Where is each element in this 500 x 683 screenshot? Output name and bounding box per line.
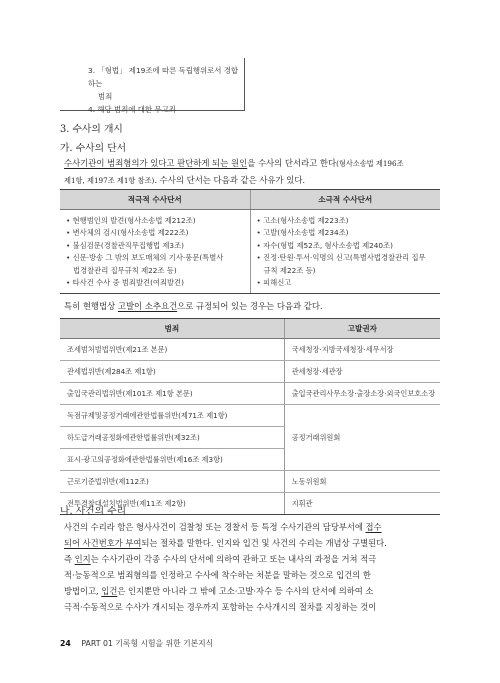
page-number: 24 (60, 639, 71, 648)
table-cell: 관세청장·세관장 (284, 361, 440, 383)
table-cell-merged: 공정거래위원회 (284, 405, 440, 471)
underlined-term: 수사기관이 범죄혐의가 있다고 판단하게 되는 원인 (64, 158, 248, 168)
list-item: • 고발(형사소송법 제234조) (256, 228, 349, 238)
list-item: 규칙 제22조 등) (263, 265, 316, 275)
table-cell: 조세범처벌법위반(제21조 본문) (60, 339, 284, 361)
accusation-table (60, 318, 440, 515)
section-heading: 3. 수사의 개시 (60, 124, 123, 135)
subsection-heading: 나. 사건의 수리 (60, 506, 127, 517)
list-item: • 변사체의 검시(형사소송법 제222조) (66, 228, 189, 238)
part-label: PART 01 (81, 639, 113, 648)
list-item: • 진정·탄원·투서·익명의 신고(특별사법경찰관리 집무 (256, 253, 426, 263)
paragraph-investigation-clue: 수사기관이 범죄혐의가 있다고 판단하게 되는 원인을 수사의 단서라고 한다(형사소송법 제196조 제1항, 제197조 제1항 참조). 수사의 단서는 다음과 같은 사유가 있다. (64, 158, 404, 185)
table-cell: 전투경찰대설치법위반(제11조 제2항) (60, 493, 284, 515)
table-cell: 국세청장·지방국세청장·세무서장 (284, 339, 440, 361)
table-cell: 하도급거래공정화에관한법률위반(제32조) (60, 427, 284, 449)
table-cell: 노동위원회 (284, 471, 440, 493)
clue-types-table (60, 189, 440, 294)
table-cell: 관세법위반(제284조 제1항) (60, 361, 284, 383)
table-row (60, 339, 440, 361)
book-title: 기록형 시험을 위한 기본지식 (115, 639, 214, 648)
list-item-continuation: 범죄 (98, 92, 113, 101)
list-item: • 자수(형법 제52조, 형사소송법 제240조) (256, 240, 393, 250)
table-row (60, 405, 440, 427)
table-cell: 출입국관리사무소장·출장소장·외국인보호소장 (284, 383, 440, 405)
table-cell: 근로기준법위반(제112조) (60, 471, 284, 493)
table-header: 소극적 수사단서 (250, 190, 440, 210)
continued-table-fragment (60, 58, 245, 114)
passive-clues-cell (250, 210, 440, 294)
subsection-heading: 가. 수사의 단서 (60, 143, 127, 154)
table-row (60, 383, 440, 405)
table-cell: 출입국관리법위반(제101조 제1항 본문) (60, 383, 284, 405)
list-item: • 피해신고 (256, 278, 292, 288)
underlined-term: 입건 (101, 586, 118, 596)
list-item: • 신문·방송 그 밖의 보도매체의 기사·풍문(특별사 (66, 253, 224, 263)
list-item: • 타사건 수사 중 범죄발견(여죄발견) (66, 278, 184, 288)
table-cell: 표시·광고의공정화에관한법률위반(제16조 제3항) (60, 449, 284, 471)
list-item: • 불심검문(경찰관직무집행법 제3조) (66, 240, 184, 250)
list-item: • 현행범인의 발견(형사소송법 제212조) (66, 216, 196, 225)
active-clues-cell (60, 210, 250, 294)
list-item: • 고소(형사소송법 제223조) (256, 216, 349, 225)
table-cell: 독점규제및공정거래에관한법률위반(제71조 제1항) (60, 405, 284, 427)
list-item: 3. 「형법」 제19조에 따른 독립행위로서 경합하는 (88, 66, 239, 88)
table-header: 범죄 (60, 319, 284, 339)
underlined-term: 인지 (74, 554, 91, 564)
table-cell: 지휘관 (284, 493, 440, 515)
list-item: 법경찰관리 집무규칙 제22조 등) (73, 265, 177, 275)
table-header: 적극적 수사단서 (60, 190, 250, 210)
paragraph-case-receipt: 사건의 수리라 함은 형사사건이 검찰청 또는 경찰서 등 특정 수사기관의 담당부서에 접수 되어 사건번호가 부여되는 절차를 말한다. 인지와 입건 및 사건의 수리는 개념상 구별된다. 즉 인지는 수사기관이 각종 수사의 단서에 의하여 관하고 또는 내사의 과정을 거쳐 적극 적·능동적으로 범죄혐의를 인정하고 수사에 착수하는 처분을 말하는 것으로 입건의 한 방법이고, 입건은 인지뿐만 아니라 그 밖에 고소·고발·자수 등 수사의 단서에 의하여 소 극적·수동적으로 수사가 개시되는 경우까지 포함하는 수사개시의 절차를 지칭하는 것이 (64, 522, 387, 612)
underlined-term: 고발이 소추요건 (117, 301, 178, 311)
page-footer (60, 638, 213, 649)
list-item: 4. 해당 범죄에 대한 무고죄 (88, 105, 176, 114)
underlined-term: 접수 (365, 522, 382, 532)
table-header: 고발권자 (284, 319, 440, 339)
underlined-term: 되어 사건번호가 부여 (64, 538, 142, 548)
paragraph-prosecution-requirement: 특히 현행법상 고발이 소추요건으로 규정되어 있는 경우는 다음과 같다. (64, 301, 323, 311)
table-row (60, 471, 440, 493)
table-row (60, 361, 440, 383)
